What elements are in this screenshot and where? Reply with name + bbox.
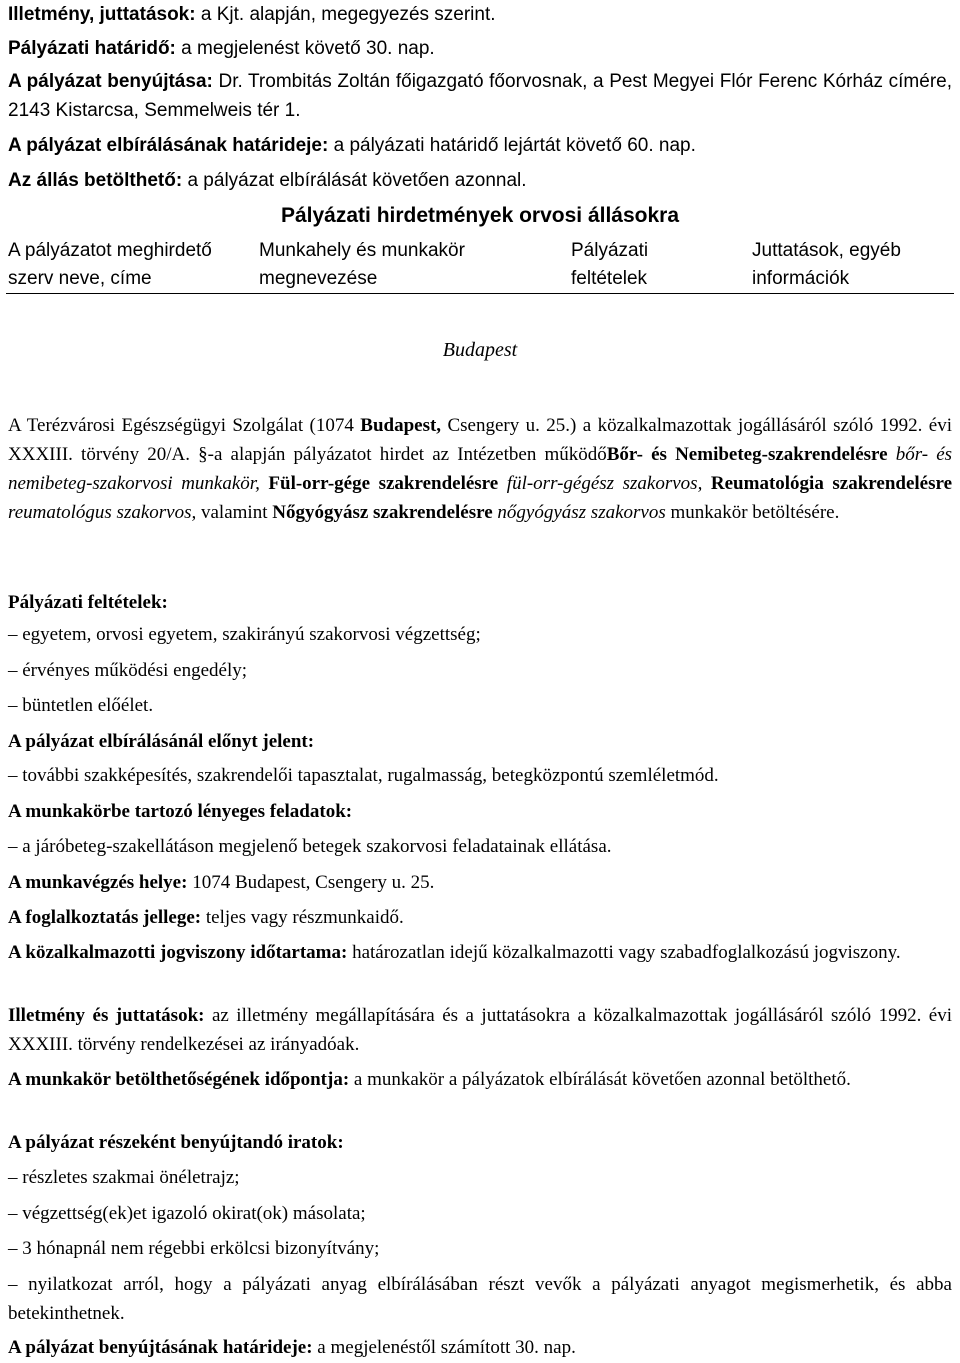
column-header-benefits: Juttatások, egyéb információk	[752, 240, 901, 289]
salary-paragraph: Illetmény és juttatások: az illetmény megállapítására és a juttatásokra a közalkalmazottak jogállásáról szóló 1992. évi XXXIII. törvény rendelkezései az irányadóak.	[8, 1005, 953, 1055]
conditions-heading: Pályázati feltételek:	[8, 592, 168, 613]
column-header-workplace: Munkahely és munkakör megnevezése	[259, 240, 465, 289]
section-title: Pályázati hirdetmények orvosi állásokra	[280, 204, 680, 227]
condition-item: – érvényes működési engedély;	[8, 660, 248, 681]
employment-type-line: A foglalkoztatás jellege: teljes vagy részmunkaidő.	[8, 907, 404, 928]
salary-line	[8, 0, 952, 29]
city-heading: Budapest	[442, 339, 518, 361]
evaluation-deadline-line	[8, 131, 952, 160]
document-item: – nyilatkozat arról, hogy a pályázati anyag elbírálásában részt vevők a pályázati anyagot megismerhetik, és abba betekinthetnek.	[8, 1274, 952, 1324]
evaluation-deadline-label: A pályázat elbírálásának határideje:	[8, 135, 329, 156]
document-item: – 3 hónapnál nem régebbi erkölcsi bizonyítvány;	[8, 1238, 380, 1259]
task-item: – a járóbeteg-szakellátáson megjelenő betegek szakorvosi feladatainak ellátása.	[8, 836, 612, 857]
submission-text: Dr. Trombitás Zoltán főigazgató főorvosnak, a Pest Megyei Flór Ferenc Kórház címére, 2143 Kistarcsa, Semmelweis tér 1.	[8, 71, 953, 121]
start-paragraph: A munkakör betölthetőségének időpontja: a munkakör a pályázatok elbírálását követően azonnal betölthető.	[8, 1069, 851, 1090]
submission-deadline-line: A pályázat benyújtásának határideje: a megjelenéstől számított 30. nap.	[8, 1337, 576, 1358]
fillable-label: Az állás betölthető:	[8, 170, 183, 191]
deadline-line	[8, 34, 952, 63]
advantage-heading: A pályázat elbírálásánál előnyt jelent:	[8, 731, 315, 752]
document-item: – végzettség(ek)et igazoló okirat(ok) másolata;	[8, 1203, 366, 1224]
fillable-line	[8, 166, 952, 195]
salary-label: Illetmény, juttatások:	[8, 4, 196, 25]
fillable-text: a pályázat elbírálását követően azonnal.	[182, 170, 527, 191]
submission-label: A pályázat benyújtása:	[8, 71, 213, 92]
deadline-label: Pályázati határidő:	[8, 38, 176, 59]
header-divider	[6, 293, 954, 294]
intro-paragraph: A Terézvárosi Egészségügyi Szolgálat (1074 Budapest, Csengery u. 25.) a közalkalmazottak jogállásáról szóló 1992. évi XXXIII. törvény 20/A. §-a alapján pályázatot hirdet az Intézetben működőBőr- és Nemibeteg-szakrendelésre bőr- és nemibeteg-szakorvosi munkakör, Fül-orr-gége szakrendelésre fül-orr-gégész szakorvos, Reumatológia szakrendelésre reumatológus szakorvos, valamint Nőgyógyász szakrendelésre nőgyógyász szakorvos munkakör betöltésére.	[8, 415, 953, 523]
submission-line	[8, 67, 952, 125]
documents-heading: A pályázat részeként benyújtandó iratok:	[8, 1132, 344, 1153]
evaluation-deadline-text: a pályázati határidő lejártát követő 60. nap.	[328, 135, 696, 156]
salary-text: a Kjt. alapján, megegyezés szerint.	[195, 4, 496, 25]
duration-paragraph: A közalkalmazotti jogviszony időtartama: határozatlan idejű közalkalmazotti vagy szabadfoglalkozású jogviszony.	[8, 942, 901, 963]
condition-item: – büntetlen előélet.	[8, 695, 154, 716]
advantage-item: – további szakképesítés, szakrendelői tapasztalat, rugalmasság, betegközpontú szemléletmód.	[8, 765, 719, 786]
document-item: – részletes szakmai önéletrajz;	[8, 1167, 240, 1188]
column-header-conditions: Pályázati feltételek	[571, 240, 649, 289]
workplace-line: A munkavégzés helye: 1074 Budapest, Csengery u. 25.	[8, 872, 435, 893]
condition-item: – egyetem, orvosi egyetem, szakirányú szakorvosi végzettség;	[8, 624, 481, 645]
deadline-text: a megjelenést követő 30. nap.	[175, 38, 435, 59]
tasks-heading: A munkakörbe tartozó lényeges feladatok:	[8, 801, 353, 822]
column-header-organizer: A pályázatot meghirdető szerv neve, címe	[8, 240, 212, 289]
